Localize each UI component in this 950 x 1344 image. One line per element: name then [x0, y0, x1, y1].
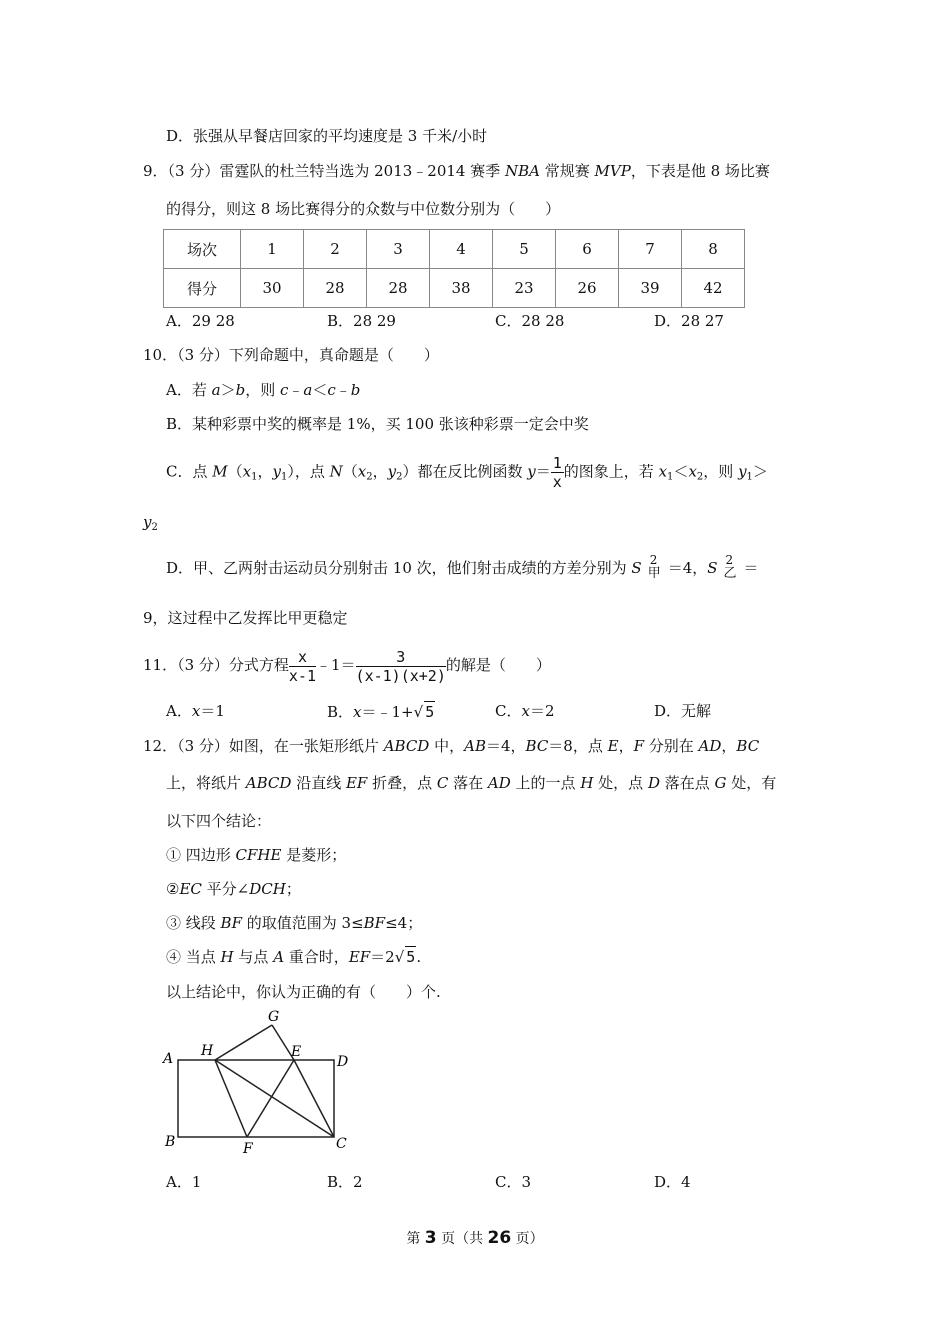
table-cell: 7 — [619, 230, 682, 269]
q12-option-b: B．2 — [327, 1173, 363, 1191]
q9-option-a: A．29 28 — [166, 312, 235, 330]
q10-fraction: $\frac{1}{x}$ — [552, 454, 562, 491]
q9-number: 9． — [143, 162, 168, 180]
table-cell: 28 — [304, 269, 367, 308]
segment-hc — [215, 1060, 334, 1137]
q12-option-d: D．4 — [654, 1173, 691, 1191]
q10-option-a: A．若 a＞b，则 c﹣a＜c﹣b — [166, 381, 361, 399]
table-cell: 得分 — [164, 269, 241, 308]
table-cell: 5 — [493, 230, 556, 269]
rectangle-abcd — [178, 1060, 334, 1137]
label-d: D — [337, 1054, 349, 1070]
label-h: H — [201, 1043, 214, 1059]
q10-number: 10． — [143, 346, 178, 364]
q10-option-b: B．某种彩票中奖的概率是 1%，买 100 张该种彩票一定会中奖 — [166, 415, 589, 433]
table-cell: 23 — [493, 269, 556, 308]
q10-option-c-cont: $y_2$ — [143, 513, 158, 533]
q10-option-c: C．点 $M(x_1$，$y_1$），点 $N(x_2$，$y_2$）都在反比例函数 y＝ $\frac{1}{x}$ 的图象上，若 $x_1<x_2$，则 $y_1>$ — [166, 454, 768, 491]
q12-option-c: C．3 — [495, 1173, 532, 1191]
segment-ec — [294, 1060, 334, 1137]
label-c: C — [336, 1136, 347, 1152]
label-f: F — [243, 1141, 253, 1157]
table-cell: 39 — [619, 269, 682, 308]
q12-figure — [155, 1005, 360, 1165]
q11-option-b: B．x＝﹣1+√ 5 — [327, 703, 435, 721]
page-number: 3 — [424, 1228, 437, 1248]
q9-stem-a: （3 分）雷霆队的杜兰特当选为 2013﹣2014 赛季 — [167, 162, 506, 180]
page-footer: 第 3 页（共 26 页） — [406, 1228, 544, 1248]
q10-stem-text: （3 分）下列命题中，真命题是（ ） — [177, 346, 439, 364]
q12-conclusion-2: ②EC 平分∠DCH； — [166, 880, 301, 898]
q9-stem-line2: 的得分，则这 8 场比赛得分的众数与中位数分别为（ ） — [166, 200, 561, 218]
q11-fraction-2: $\frac{3}{(x-1)(x+2)}$ — [355, 647, 446, 685]
q11-option-c: C．x＝2 — [495, 702, 555, 720]
segment-hg — [215, 1025, 272, 1060]
q12-line1: 12．（3 分）如图，在一张矩形纸片 ABCD 中，AB＝4，BC＝8，点 E，F 分别在 AD，BC — [143, 737, 760, 755]
q8-option-d: D．张强从早餐店回家的平均速度是 3 千米/小时 — [166, 127, 488, 145]
table-cell: 6 — [556, 230, 619, 269]
q9-stem-c: ，下表是他 8 场比赛 — [630, 162, 770, 180]
q12-line2: 上，将纸片 ABCD 沿直线 EF 折叠，点 C 落在 AD 上的一点 H 处，点 D 落在点 G 处，有 — [166, 774, 777, 792]
label-b: B — [165, 1134, 176, 1150]
table-cell: 8 — [682, 230, 745, 269]
page-total: 26 — [487, 1228, 512, 1248]
label-e: E — [291, 1044, 302, 1060]
table-cell: 3 — [367, 230, 430, 269]
q9-mvp: MVP — [594, 162, 631, 180]
q11-stem: 11．（3 分）分式方程 $\frac{x}{x-1}$ ﹣1＝ $\frac{3}{(x-1)(x+2)}$ 的解是（ ） — [143, 647, 551, 685]
q9-nba: NBA — [505, 162, 540, 180]
table-cell: 1 — [241, 230, 304, 269]
q12-conclusion-1: ① 四边形 CFHE 是菱形； — [166, 846, 347, 864]
table-row — [164, 269, 745, 308]
table-cell: 38 — [430, 269, 493, 308]
label-a: A — [163, 1051, 174, 1067]
segment-hf — [215, 1060, 247, 1137]
q10-option-d: D．甲、乙两射击运动员分别射击 10 次，他们射击成绩的方差分别为 S 2 甲 ＝4，S 2 乙 ＝ — [166, 553, 759, 581]
q12-closing: 以上结论中，你认为正确的有（ ）个. — [166, 983, 441, 1001]
q9-stem-line1 — [143, 161, 770, 181]
q10-option-d-cont: 9，这过程中乙发挥比甲更稳定 — [143, 609, 348, 627]
table-row — [164, 230, 745, 269]
q9-option-c: C．28 28 — [495, 312, 565, 330]
label-g: G — [268, 1009, 280, 1025]
table-cell: 26 — [556, 269, 619, 308]
q9-score-table — [163, 229, 745, 308]
q9-option-d: D．28 27 — [654, 312, 724, 330]
q12-conclusion-3: ③ 线段 BF 的取值范围为 3≤BF≤4； — [166, 914, 423, 932]
table-cell: 28 — [367, 269, 430, 308]
q9-option-b: B．28 29 — [327, 312, 396, 330]
table-cell: 2 — [304, 230, 367, 269]
q12-line3: 以下四个结论： — [166, 812, 272, 830]
q9-stem-b: 常规赛 — [540, 162, 595, 180]
table-cell: 4 — [430, 230, 493, 269]
q10-stem — [143, 345, 439, 365]
table-cell: 30 — [241, 269, 304, 308]
q12-conclusion-4: ④ 当点 H 与点 A 重合时，EF＝2√ 5. — [166, 948, 422, 966]
q12-option-a: A．1 — [166, 1173, 202, 1191]
table-cell: 42 — [682, 269, 745, 308]
q11-option-a: A．x＝1 — [166, 702, 225, 720]
segment-ef — [247, 1060, 294, 1137]
q11-option-d: D．无解 — [654, 702, 712, 720]
table-cell: 场次 — [164, 230, 241, 269]
q11-fraction-1: $\frac{x}{x-1}$ — [288, 647, 316, 685]
